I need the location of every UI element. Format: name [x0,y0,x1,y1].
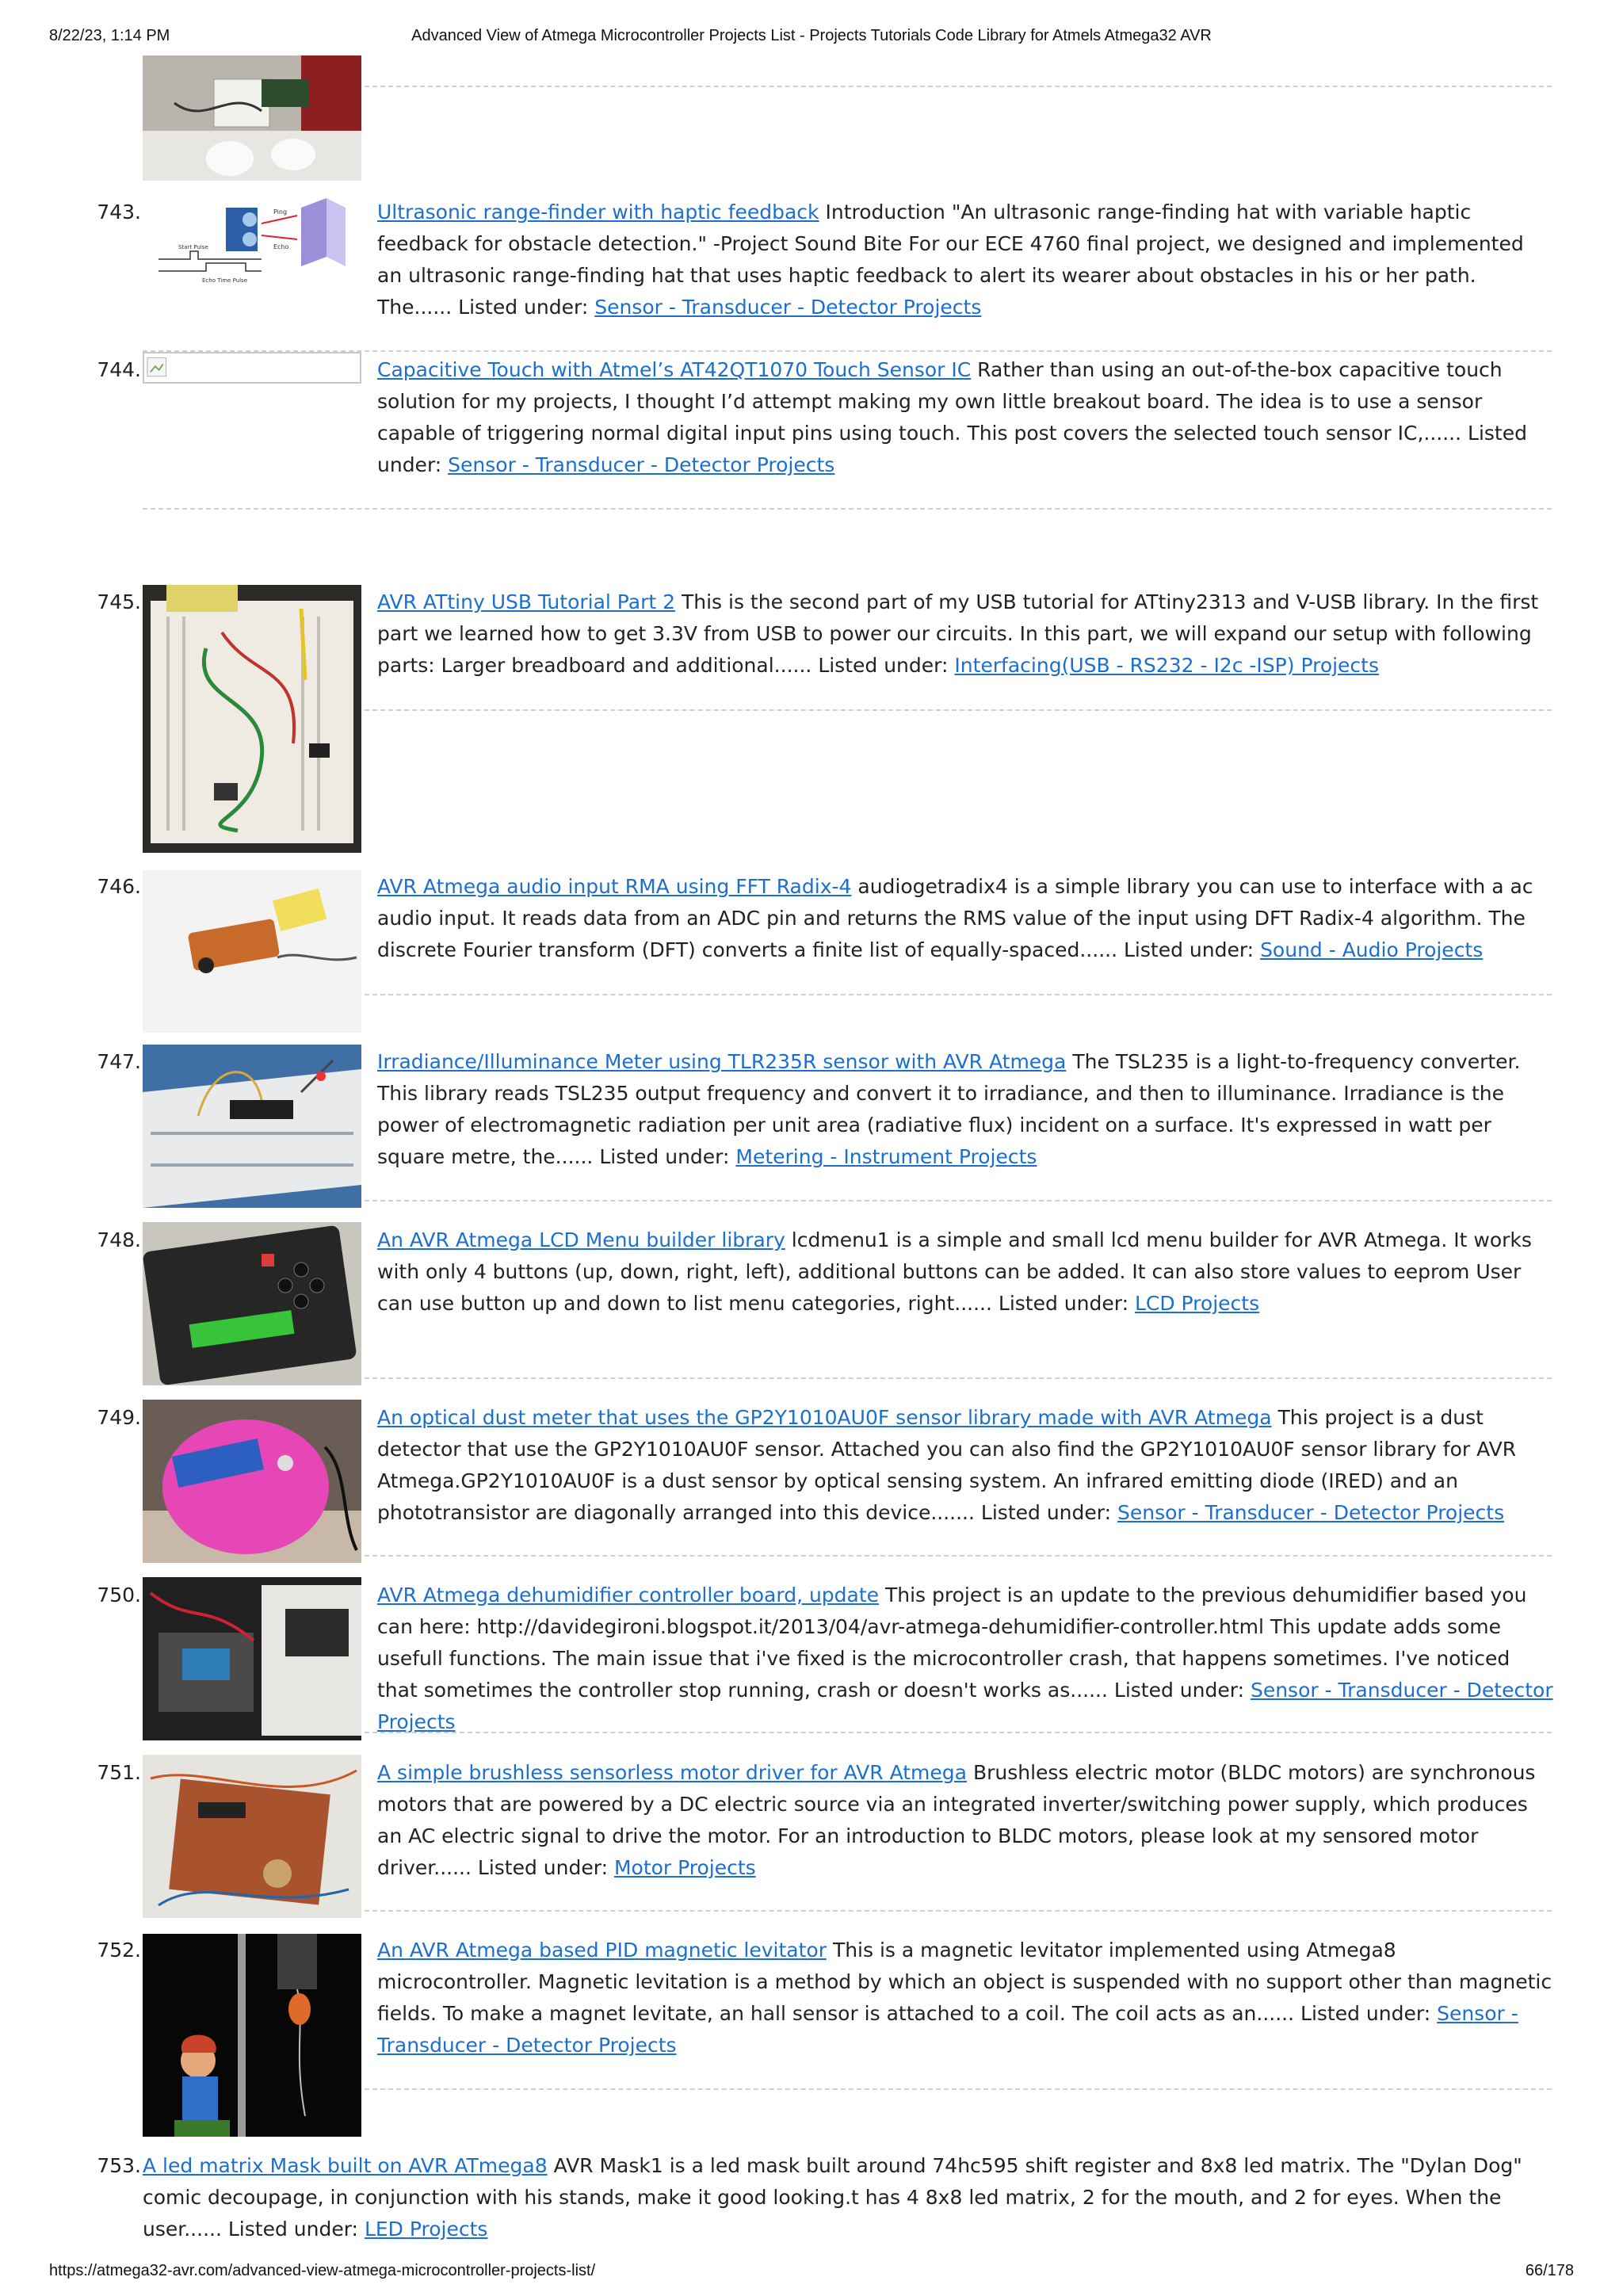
category-link[interactable]: Sensor - Transducer - Detector Projects [377,2002,1518,2057]
project-title-link[interactable]: AVR Atmega audio input RMA using FFT Radix-4 [377,875,852,898]
project-title-link[interactable]: An AVR Atmega LCD Menu builder library [377,1228,785,1251]
listed-under-label: Listed under: [227,2218,358,2241]
separator [365,86,1552,87]
print-page-title: Advanced View of Atmega Microcontroller Projects List - Projects Tutorials Code Library for Atmels Atmega32 AVR [411,27,1212,44]
thumbnail-752[interactable] [143,1934,361,2137]
project-description: This project is a dust detector that use the GP2Y1010AU0F sensor. Attached you can also find the GP2Y1010AU0F sensor library for AVR Atmega.GP2Y1010AU0F is a dust sensor by optical sensing system. An infrared emitting diode (IRED) and an phototransistor are diagonally arranged into this device....... [377,1406,1517,1524]
project-title-link[interactable]: AVR ATtiny USB Tutorial Part 2 [377,590,676,613]
listed-under-label: Listed under: [998,1292,1129,1315]
project-title-link[interactable]: AVR Atmega dehumidifier controller board, update [377,1584,880,1606]
entry-number: 746. [97,875,141,898]
category-link[interactable]: Sensor - Transducer - Detector Projects [1117,1501,1505,1524]
thumbnail-previous-project[interactable] [143,55,361,181]
entry-number: 743. [97,201,141,223]
project-title-link[interactable]: Ultrasonic range-finder with haptic feedback [377,201,819,223]
project-description: This is a magnetic levitator implemented using Atmega8 microcontroller. Magnetic levitation is a method by which an object is suspended with no support other than magnetic fields. To make a magnet levitate, an hall sensor is attached to a coil. The coil acts as an...... [377,1939,1552,2025]
thumb-label-ping: Ping [273,208,288,216]
thumbnail-748[interactable] [143,1222,361,1385]
project-title-link[interactable]: Irradiance/Illuminance Meter using TLR235R sensor with AVR Atmega [377,1050,1067,1073]
project-description: The TSL235 is a light-to-frequency converter. This library reads TSL235 output frequency and convert it to irradiance, and then to illuminance. Irradiance is the power of electromagnetic radiation per unit area (radiative flux) incident on a surface. It's expressed in watt per square metre, the...... [377,1050,1521,1168]
category-link[interactable]: Motor Projects [613,1856,756,1879]
project-title-link[interactable]: An AVR Atmega based PID magnetic levitator [377,1939,827,1962]
entry-number: 748. [97,1228,141,1251]
entry-number: 753. [97,2154,141,2177]
thumbnail-751[interactable] [143,1755,361,1918]
project-description: Introduction "An ultrasonic range-finding hat with variable haptic feedback for obstacle detection." -Project Sound Bite For our ECE 4760 final project, we designed and implemented an ultrasonic range-finding hat that uses haptic feedback to alert its wearer about obstacles in his or her path. The...... [377,201,1524,319]
thumbnail-749[interactable] [143,1400,361,1563]
thumbnail-745[interactable] [143,585,361,853]
separator [365,1200,1552,1201]
entry-number: 745. [97,590,141,613]
print-page-number: 66/178 [1525,2262,1574,2279]
separator [365,1555,1552,1557]
entry-number: 744. [97,358,141,381]
category-link[interactable]: LED Projects [364,2218,488,2241]
thumb-label-echo-time: Echo Time Pulse [202,277,248,284]
listed-under-label: Listed under: [1113,1679,1244,1702]
thumbnail-744-broken-image[interactable] [143,352,361,384]
project-title-link[interactable]: An optical dust meter that uses the GP2Y1010AU0F sensor library made with AVR Atmega [377,1406,1272,1429]
thumbnail-750[interactable] [143,1577,361,1740]
listed-under-label: Listed under: [1300,2002,1431,2025]
thumbnail-743[interactable] [143,184,361,295]
separator [143,508,1552,510]
project-title-link[interactable]: A simple brushless sensorless motor driver for AVR Atmega [377,1761,967,1784]
separator [365,1732,1552,1733]
entry-number: 752. [97,1939,141,1962]
project-description: AVR Mask1 is a led mask built around 74hc595 shift register and 8x8 led matrix. The "Dylan Dog" comic decoupage, in conjunction with his stands, make it good looking.t has 4 8x8 led matrix, 2 for the mouth, and 2 for eyes. When the user...... [143,2154,1522,2241]
print-url: https://atmega32-avr.com/advanced-view-atmega-microcontroller-projects-list/ [49,2262,596,2279]
project-description: Brushless electric motor (BLDC motors) are synchronous motors that are powered by a DC electric source via an integrated inverter/switching power supply, which produces an AC electric signal to drive the motor. For an introduction to BLDC motors, please look at my sensored motor driver...... [377,1761,1536,1879]
listed-under-label: Listed under: [477,1856,608,1879]
category-link[interactable]: Sound - Audio Projects [1260,938,1484,961]
thumb-label-echo: Echo [273,243,289,250]
category-link[interactable]: Interfacing(USB - RS232 - I2c -ISP) Projects [954,654,1380,677]
print-footer [0,2262,1623,2286]
category-link[interactable]: Sensor - Transducer - Detector Projects [448,453,835,476]
project-description: This is the second part of my USB tutorial for ATtiny2313 and V-USB library. In the first part we learned how to get 3.3V from USB to power our circuits. In this part, we will expand our setup with following parts: Larger breadboard and additional...... [377,590,1539,677]
separator [365,2088,1552,2090]
project-description: Rather than using an out-of-the-box capacitive touch solution for my projects, I thought I’d attempt making my own little breakout board. The idea is to use a sensor capable of triggering normal digital input pins using touch. This post covers the selected touch sensor IC,...... [377,358,1503,445]
category-link[interactable]: Metering - Instrument Projects [735,1145,1037,1168]
project-description: This project is an update to the previous dehumidifier based you can here: http://davidegironi.blogspot.it/2013/04/avr-atmega-dehumidifier-controller.html This update adds some usefull functions. The main issue that i've fixed is the microcontroller crash, that happens sometimes. I've noticed that sometimes the controller stop running, crash or doesn't works as...... [377,1584,1527,1702]
entry-number: 751. [97,1761,141,1784]
project-description: lcdmenu1 is a simple and small lcd menu builder for AVR Atmega. It works with only 4 buttons (up, down, right, left), additional buttons can be added. It can also store values to eeprom User can use button up and down to list menu categories, right...... [377,1228,1532,1315]
separator [365,1377,1552,1379]
listed-under-label: Listed under: [377,422,1527,476]
project-title-link[interactable]: A led matrix Mask built on AVR ATmega8 [143,2154,548,2177]
separator [365,994,1552,995]
category-link[interactable]: Sensor - Transducer - Detector Projects [377,1679,1553,1733]
project-title-link[interactable]: Capacitive Touch with Atmel’s AT42QT1070 Touch Sensor IC [377,358,972,381]
category-link[interactable]: Sensor - Transducer - Detector Projects [594,296,982,319]
print-datetime: 8/22/23, 1:14 PM [49,27,170,44]
listed-under-label: Listed under: [599,1145,730,1168]
project-description: audiogetradix4 is a simple library you can use to interface with a ac audio input. It reads data from an ADC pin and returns the RMS value of the input using DFT Radix-4 algorithm. The discrete Fourier transform (DFT) converts a finite list of equally-spaced...... [377,875,1533,961]
listed-under-label: Listed under: [458,296,589,319]
separator [365,709,1552,711]
thumb-label-start: Start Pulse [178,244,208,250]
listed-under-label: Listed under: [1124,938,1254,961]
entry-number: 749. [97,1406,141,1429]
category-link[interactable]: LCD Projects [1134,1292,1260,1315]
thumbnail-746[interactable] [143,870,361,1033]
entry-number: 747. [97,1050,141,1073]
separator [365,1910,1552,1912]
thumbnail-747[interactable] [143,1045,361,1208]
listed-under-label: Listed under: [980,1501,1112,1524]
listed-under-label: Listed under: [818,654,949,677]
entry-number: 750. [97,1584,141,1606]
